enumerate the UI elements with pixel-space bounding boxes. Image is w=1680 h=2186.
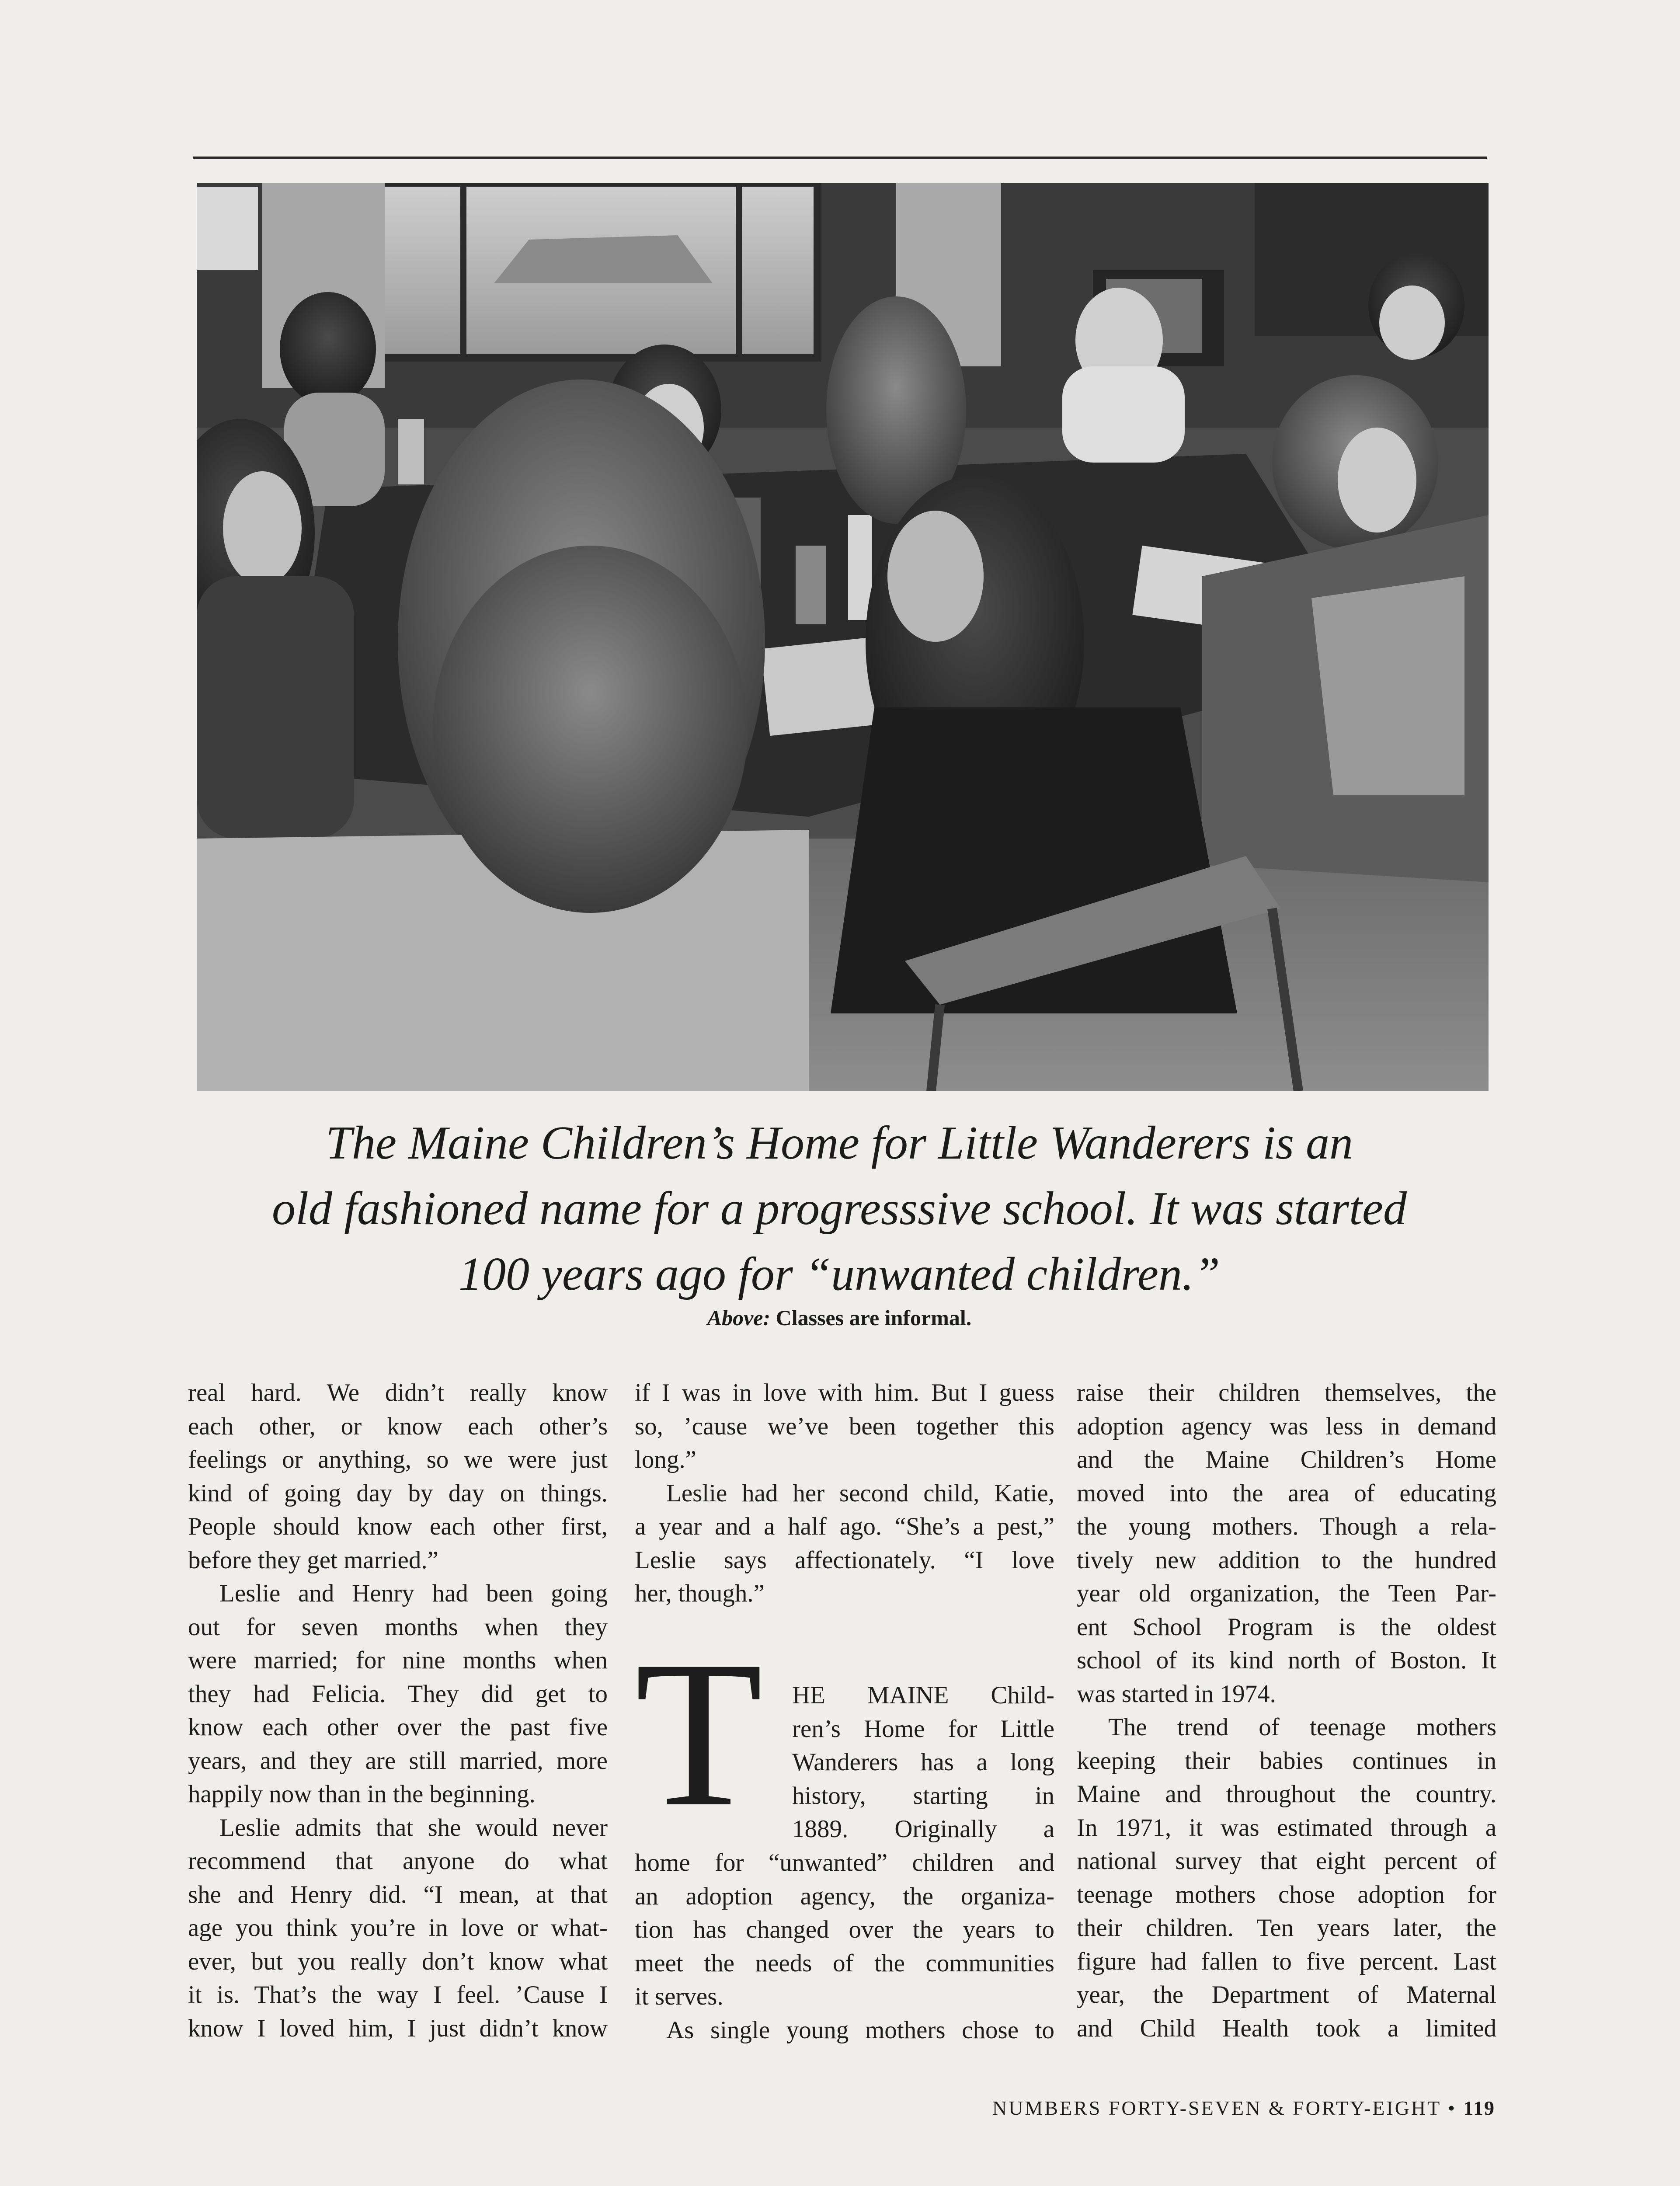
text-line: know each other over the past five xyxy=(188,1713,608,1741)
text-line: the young mothers. Though a rela- xyxy=(1077,1513,1496,1540)
text-line: HE MAINE Child- xyxy=(792,1681,1054,1709)
text-line: Maine and throughout the country. xyxy=(1077,1780,1496,1808)
text-line: their children. Ten years later, the xyxy=(1077,1914,1496,1942)
caption-line-2: old fashioned name for a progresssive school. It was started xyxy=(272,1183,1407,1235)
text-line: year, the Department of Maternal xyxy=(1077,1981,1496,2008)
text-line: long.” xyxy=(635,1446,696,1473)
text-line: moved into the area of educating xyxy=(1077,1479,1496,1507)
text-line: ent School Program is the oldest xyxy=(1077,1613,1496,1641)
text-line: so, ’cause we’ve been together this xyxy=(635,1412,1054,1440)
article-column-2-bottom xyxy=(635,1846,1054,2047)
text-line: it is. That’s the way I feel. ’Cause I xyxy=(188,1981,608,2008)
text-line: home for “unwanted” children and xyxy=(635,1849,1054,1876)
text-line: an adoption agency, the organiza- xyxy=(635,1882,1054,1910)
classroom-photo xyxy=(197,183,1489,1091)
text-line: know I loved him, I just didn’t know xyxy=(188,2014,608,2042)
text-line: tion has changed over the years to xyxy=(635,1916,1054,1943)
text-line: Wanderers has a long xyxy=(792,1748,1054,1776)
text-line: teenage mothers chose adoption for xyxy=(1077,1880,1496,1908)
text-line: recommend that anyone do what xyxy=(188,1847,608,1875)
text-line: The trend of teenage mothers xyxy=(1108,1713,1496,1741)
text-line: Leslie had her second child, Katie, xyxy=(666,1479,1054,1507)
text-line: real hard. We didn’t really know xyxy=(188,1379,608,1406)
text-line: Leslie says affectionately. “I love xyxy=(635,1546,1054,1574)
text-line: feelings or anything, so we were just xyxy=(188,1446,608,1473)
text-line: Leslie admits that she would never xyxy=(219,1814,608,1841)
article-column-2 xyxy=(635,1376,1054,1611)
text-line: and Child Health took a limited xyxy=(1077,2014,1496,2042)
article-column-3 xyxy=(1077,1376,1496,2045)
photo-subcaption xyxy=(184,1305,1495,1330)
text-line: happily now than in the beginning. xyxy=(188,1780,536,1808)
subcaption-text: Classes are informal. xyxy=(770,1305,972,1330)
text-line: she and Henry did. “I mean, at that xyxy=(188,1880,608,1908)
text-line: tively new addition to the hundred xyxy=(1077,1546,1496,1574)
text-line: age you think you’re in love or what- xyxy=(188,1914,608,1942)
text-line: year old organization, the Teen Par- xyxy=(1077,1580,1496,1607)
text-line: keeping their babies continues in xyxy=(1077,1747,1496,1775)
article-column-1 xyxy=(188,1376,608,2045)
page-number: 119 xyxy=(1463,2097,1495,2119)
text-line: As single young mothers chose to xyxy=(666,2016,1054,2044)
drop-cap: T xyxy=(635,1617,763,1850)
text-line: In 1971, it was estimated through a xyxy=(1077,1814,1496,1841)
text-line: People should know each other first, xyxy=(188,1513,608,1540)
text-line: Leslie and Henry had been going xyxy=(219,1580,608,1607)
text-line: were married; for nine months when xyxy=(188,1646,608,1674)
photo-caption xyxy=(184,1110,1495,1307)
text-line: if I was in love with him. But I guess xyxy=(635,1379,1054,1406)
article-column-2-dropcap-text xyxy=(792,1679,1054,1846)
text-line: 1889. Originally a xyxy=(792,1815,1054,1843)
text-line: was started in 1974. xyxy=(1077,1680,1276,1708)
text-line: raise their children themselves, the xyxy=(1077,1379,1496,1406)
text-line: national survey that eight percent of xyxy=(1077,1847,1496,1875)
text-line: history, starting in xyxy=(792,1782,1054,1810)
text-line: figure had fallen to five percent. Last xyxy=(1077,1947,1496,1975)
text-line: school of its kind north of Boston. It xyxy=(1077,1646,1496,1674)
page-footer xyxy=(901,2096,1495,2120)
top-rule xyxy=(193,157,1487,159)
text-line: ren’s Home for Little xyxy=(792,1715,1054,1743)
text-line: kind of going day by day on things. xyxy=(188,1479,608,1507)
text-line: before they get married.” xyxy=(188,1546,438,1574)
text-line: her, though.” xyxy=(635,1580,765,1607)
text-line: each other, or know each other’s xyxy=(188,1412,608,1440)
text-line: and the Maine Children’s Home xyxy=(1077,1446,1496,1473)
photo-illustration xyxy=(197,183,1489,1091)
text-line: ever, but you really don’t know what xyxy=(188,1947,608,1975)
text-line: out for seven months when they xyxy=(188,1613,608,1641)
text-line: it serves. xyxy=(635,1983,723,2010)
text-line: adoption agency was less in demand xyxy=(1077,1412,1496,1440)
text-line: a year and a half ago. “She’s a pest,” xyxy=(635,1513,1054,1540)
text-line: they had Felicia. They did get to xyxy=(188,1680,608,1708)
caption-line-3: 100 years ago for “unwanted children.” xyxy=(459,1248,1220,1300)
text-line: meet the needs of the communities xyxy=(635,1949,1054,1977)
publication-issue: NUMBERS FORTY-SEVEN & FORTY-EIGHT • xyxy=(992,2097,1464,2119)
text-line: years, and they are still married, more xyxy=(188,1747,608,1775)
subcaption-lead: Above: xyxy=(707,1305,771,1330)
caption-line-1: The Maine Children’s Home for Little Wanderers is an xyxy=(325,1117,1353,1169)
